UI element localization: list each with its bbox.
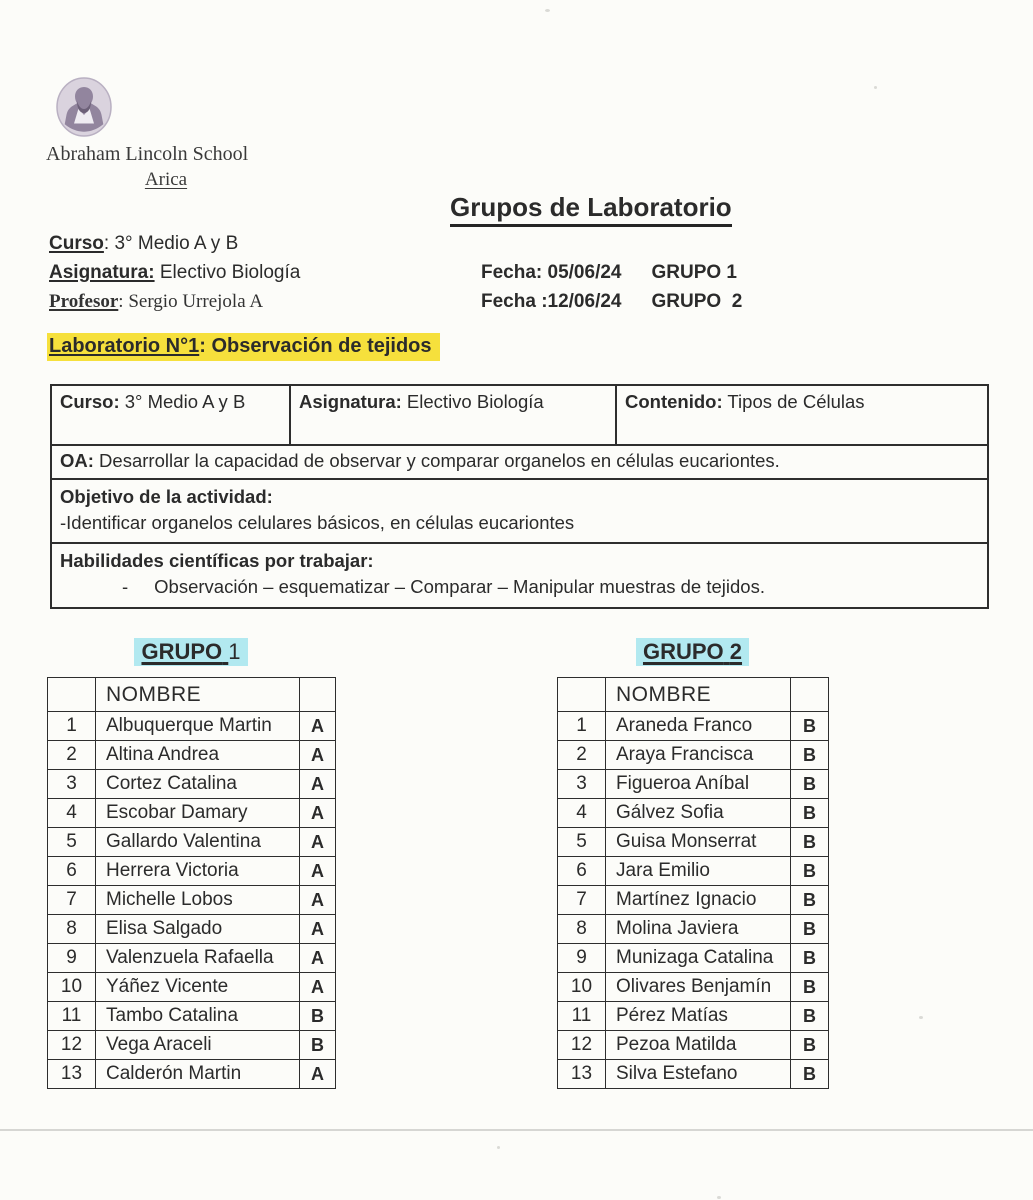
table-row (558, 770, 829, 799)
roster-name-header: NOMBRE (96, 678, 300, 712)
session-row (481, 258, 742, 287)
info-cell-asignatura-label: Asignatura: (299, 391, 402, 412)
roster-section-header (791, 678, 829, 712)
table-row (48, 741, 336, 770)
student-number: 4 (48, 799, 96, 828)
table-row (558, 973, 829, 1002)
student-number: 3 (558, 770, 606, 799)
student-section: A (300, 857, 336, 886)
group-2-roster-table (557, 677, 829, 1089)
student-section: B (791, 1031, 829, 1060)
student-number: 3 (48, 770, 96, 799)
scan-artifact-line (0, 1129, 1033, 1131)
scan-speck (874, 86, 877, 89)
table-row (558, 1002, 829, 1031)
course-info-block (49, 229, 300, 316)
profesor-value: : Sergio Urrejola A (118, 291, 264, 312)
student-section: B (791, 799, 829, 828)
student-section: B (791, 712, 829, 741)
scan-speck (497, 1146, 500, 1149)
student-number: 4 (558, 799, 606, 828)
student-name: Herrera Victoria (96, 857, 300, 886)
roster-section-header (300, 678, 336, 712)
table-row (48, 1031, 336, 1060)
fecha-1-group: GRUPO 1 (651, 262, 738, 283)
group-1-rows (48, 712, 336, 1089)
table-row (558, 828, 829, 857)
group-2-label: GRUPO (642, 639, 724, 664)
roster-header-row (48, 678, 336, 712)
group-1-label: GRUPO (141, 639, 223, 664)
table-row (48, 944, 336, 973)
student-name: Martínez Ignacio (606, 886, 791, 915)
student-number: 11 (558, 1002, 606, 1031)
student-name: Guisa Monserrat (606, 828, 791, 857)
session-row (481, 287, 742, 316)
group-1-number: 1 (228, 639, 241, 664)
student-number: 12 (558, 1031, 606, 1060)
student-section: B (791, 886, 829, 915)
student-name: Araneda Franco (606, 712, 791, 741)
asignatura-label: Asignatura: (49, 262, 155, 283)
student-name: Valenzuela Rafaella (96, 944, 300, 973)
student-number: 10 (558, 973, 606, 1002)
student-section: B (791, 973, 829, 1002)
lab-heading-topic: : Observación de tejidos (199, 335, 432, 357)
habilidades-line (60, 574, 979, 600)
oa-text: Desarrollar la capacidad de observar y comparar organelos en células eucariontes. (93, 450, 780, 471)
info-cell-contenido-label: Contenido: (625, 391, 723, 412)
table-row (558, 799, 829, 828)
student-number: 11 (48, 1002, 96, 1031)
table-row (48, 828, 336, 857)
student-number: 12 (48, 1031, 96, 1060)
info-cell-contenido-value: Tipos de Células (722, 391, 865, 412)
student-name: Araya Francisca (606, 741, 791, 770)
group-2-heading-highlight (636, 638, 749, 666)
student-section: B (791, 1002, 829, 1031)
session-dates-block (481, 258, 742, 316)
student-number: 7 (558, 886, 606, 915)
student-name: Figueroa Aníbal (606, 770, 791, 799)
info-cell-curso (52, 386, 291, 444)
table-row (558, 712, 829, 741)
student-number: 2 (48, 741, 96, 770)
student-section: B (791, 944, 829, 973)
table-row (48, 973, 336, 1002)
student-name: Albuquerque Martin (96, 712, 300, 741)
student-section: A (300, 828, 336, 857)
group-1-heading-highlight (134, 638, 247, 666)
student-name: Olivares Benjamín (606, 973, 791, 1002)
student-number: 9 (48, 944, 96, 973)
info-row-habilidades (52, 542, 987, 607)
student-number: 8 (48, 915, 96, 944)
student-section: A (300, 770, 336, 799)
student-number: 13 (558, 1060, 606, 1089)
student-number: 6 (48, 857, 96, 886)
student-number: 1 (558, 712, 606, 741)
roster-name-header: NOMBRE (606, 678, 791, 712)
scan-speck (545, 9, 550, 12)
student-section: B (791, 741, 829, 770)
student-number: 1 (48, 712, 96, 741)
student-name: Vega Araceli (96, 1031, 300, 1060)
student-name: Cortez Catalina (96, 770, 300, 799)
profesor-label: Profesor (49, 291, 119, 312)
table-row (48, 886, 336, 915)
student-section: B (791, 1060, 829, 1089)
student-number: 13 (48, 1060, 96, 1089)
student-section: A (300, 973, 336, 1002)
student-name: Jara Emilio (606, 857, 791, 886)
info-cell-contenido (617, 386, 987, 444)
group-1-roster-table (47, 677, 336, 1089)
group-1-heading (47, 639, 335, 665)
student-number: 5 (48, 828, 96, 857)
fecha-2: Fecha :12/06/24 (481, 291, 622, 312)
oa-label: OA: (60, 450, 94, 471)
fecha-2-group: GRUPO 2 (651, 291, 743, 312)
table-row (558, 886, 829, 915)
table-row (48, 1002, 336, 1031)
student-name: Molina Javiera (606, 915, 791, 944)
document-title: Grupos de Laboratorio (450, 192, 732, 227)
student-section: B (300, 1031, 336, 1060)
table-row (558, 741, 829, 770)
student-name: Tambo Catalina (96, 1002, 300, 1031)
school-logo-lincoln-portrait-icon (56, 77, 112, 137)
profesor-line (49, 287, 300, 316)
student-number: 6 (558, 857, 606, 886)
table-row (558, 915, 829, 944)
group-2-heading (557, 639, 828, 665)
school-name: Abraham Lincoln School (46, 143, 249, 165)
student-section: A (300, 944, 336, 973)
group-2-rows (558, 712, 829, 1089)
student-name: Gálvez Sofia (606, 799, 791, 828)
student-name: Yáñez Vicente (96, 973, 300, 1002)
student-section: A (300, 1060, 336, 1089)
table-row (48, 915, 336, 944)
asignatura-value: Electivo Biología (154, 262, 301, 283)
student-name: Gallardo Valentina (96, 828, 300, 857)
table-row (48, 799, 336, 828)
student-section: B (300, 1002, 336, 1031)
student-name: Michelle Lobos (96, 886, 300, 915)
info-cell-curso-value: 3° Medio A y B (119, 391, 246, 412)
info-row-objetivo (52, 478, 987, 542)
student-name: Escobar Damary (96, 799, 300, 828)
fecha-1: Fecha: 05/06/24 (481, 262, 622, 283)
curso-label: Curso (49, 233, 104, 254)
table-row (48, 770, 336, 799)
curso-value: : 3° Medio A y B (103, 233, 239, 254)
lab-info-table (50, 384, 989, 609)
info-cell-asignatura (291, 386, 617, 444)
student-section: B (791, 828, 829, 857)
info-table-header-row (52, 386, 987, 444)
roster-number-header (558, 678, 606, 712)
dash-bullet: - (122, 576, 129, 597)
table-row (48, 712, 336, 741)
info-row-oa (52, 444, 987, 478)
student-number: 7 (48, 886, 96, 915)
student-number: 5 (558, 828, 606, 857)
objetivo-title: Objetivo de la actividad: (60, 486, 273, 507)
info-cell-asignatura-value: Electivo Biología (401, 391, 544, 412)
habilidades-text: Observación – esquematizar – Comparar – Manipular muestras de tejidos. (154, 576, 765, 597)
student-section: A (300, 915, 336, 944)
roster-header-row (558, 678, 829, 712)
scan-speck (717, 1196, 721, 1199)
curso-line (49, 229, 300, 258)
lab-heading-highlighted (47, 333, 440, 361)
student-name: Silva Estefano (606, 1060, 791, 1089)
objetivo-text: -Identificar organelos celulares básicos, en células eucariontes (60, 512, 575, 533)
table-row (48, 857, 336, 886)
student-name: Altina Andrea (96, 741, 300, 770)
student-section: A (300, 712, 336, 741)
student-section: B (791, 915, 829, 944)
student-section: B (791, 770, 829, 799)
group-2-number: 2 (729, 639, 743, 664)
school-city: Arica (144, 169, 188, 190)
table-row (558, 1060, 829, 1089)
student-name: Calderón Martin (96, 1060, 300, 1089)
scan-speck (919, 1016, 923, 1019)
student-section: B (791, 857, 829, 886)
student-name: Elisa Salgado (96, 915, 300, 944)
info-cell-curso-label: Curso: (60, 391, 120, 412)
student-name: Pezoa Matilda (606, 1031, 791, 1060)
student-number: 9 (558, 944, 606, 973)
lab-heading-number: Laboratorio N°1 (49, 335, 200, 357)
student-number: 8 (558, 915, 606, 944)
table-row (558, 857, 829, 886)
roster-number-header (48, 678, 96, 712)
habilidades-title: Habilidades científicas por trabajar: (60, 550, 374, 571)
student-section: A (300, 799, 336, 828)
student-section: A (300, 886, 336, 915)
student-number: 2 (558, 741, 606, 770)
student-name: Munizaga Catalina (606, 944, 791, 973)
table-row (48, 1060, 336, 1089)
student-name: Pérez Matías (606, 1002, 791, 1031)
student-number: 10 (48, 973, 96, 1002)
table-row (558, 1031, 829, 1060)
table-row (558, 944, 829, 973)
asignatura-line (49, 258, 300, 287)
student-section: A (300, 741, 336, 770)
